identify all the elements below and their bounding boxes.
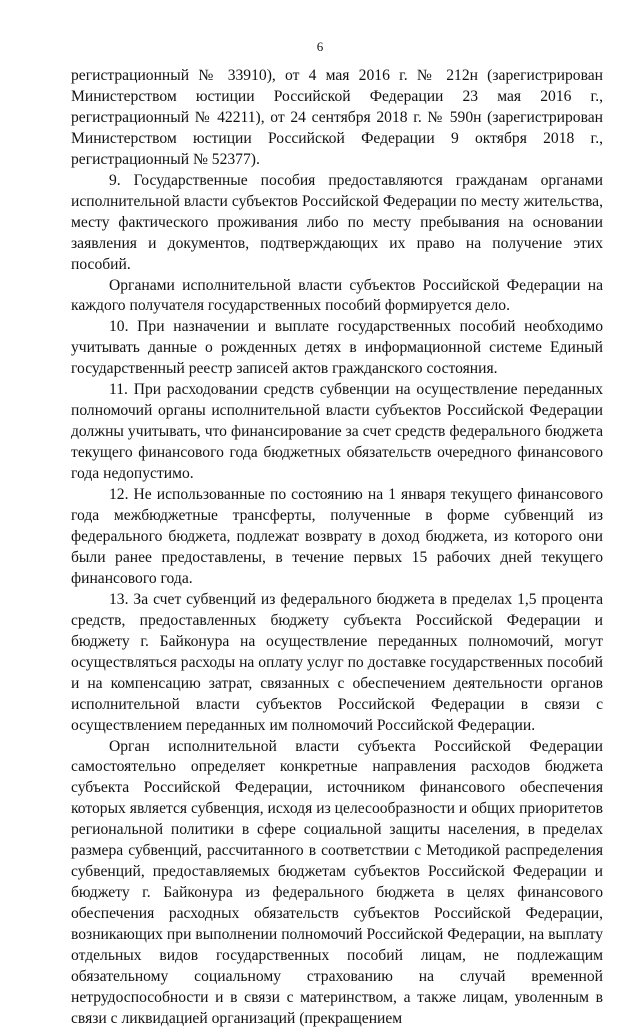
paragraph-clause-13: 13. За счет субвенций из федерального бюджета в пределах 1,5 процента средств, предоставленных бюджету субъекта Российской Федерации и бюджету г. Байконура на осуществление переданных полномочий, могут осуществляться расходы на оплату услуг по доставке государственных пособий и на компенсацию затрат, связанных с обеспечением деятельности органов исполнительной власти субъектов Российской Федерации в связи с осуществлением переданных им полномочий Российской Федерации. (71, 590, 603, 734)
document-body (71, 66, 603, 1030)
paragraph-continuation: регистрационный № 33910), от 4 мая 2016 г. № 212н (зарегистрирован Министерством юстиции Российской Федерации 23 мая 2016 г., регистрационный № 42211), от 24 сентября 2018 г. № 590н (зарегистрирован Министерством юстиции Российской Федерации 9 октября 2018 г., регистрационный № 52377). (71, 67, 603, 168)
paragraph-clause-11: 11. При расходовании средств субвенции на осуществление переданных полномочий органы исполнительной власти субъектов Российской Федерации должны учитывать, что финансирование за счет средств федерального бюджета текущего финансового года бюджетных обязательств очередного финансового года недопустимо. (71, 381, 603, 483)
page-number: 6 (316, 39, 324, 54)
paragraph-clause-12: 12. Не использованные по состоянию на 1 января текущего финансового года межбюджетные трансферты, полученные в форме субвенций из федерального бюджета, подлежат возврату в доход бюджета, из которого они были ранее предоставлены, в течение первых 15 рабочих дней текущего финансового года. (71, 486, 603, 587)
paragraph-expense-directions: Орган исполнительной власти субъекта Российской Федерации самостоятельно определяет конкретные направления расходов бюджета субъекта Российской Федерации, источником финансового обеспечения которых является субвенция, исходя из целесообразности и общих приоритетов региональной политики в сфере социальной защиты населения, в пределах размера субвенций, рассчитанного в соответствии с Методикой распределения субвенций, предоставляемых бюджетам субъектов Российской Федерации и бюджету г. Байконура из федерального бюджета в целях финансового обеспечения расходных обязательств субъектов Российской Федерации, возникающих при выполнении полномочий Российской Федерации, на выплату отдельных видов государственных пособий лицам, не подлежащим обязательному социальному страхованию на случай временной нетрудоспособности и в связи с материнством, а также лицам, уволенным в связи с ликвидацией организаций (прекращением (71, 737, 603, 1027)
paragraph-clause-9: 9. Государственные пособия предоставляются гражданам органами исполнительной власти субъектов Российской Федерации по месту жительства, месту фактического проживания либо по месту пребывания на основании заявления и документов, подтверждающих их право на получение этих пособий. (71, 171, 603, 273)
paragraph-clause-10: 10. При назначении и выплате государственных пособий необходимо учитывать данные о рожденных детях в информационной системе Единый государственный реестр записей актов гражданского состояния. (71, 318, 603, 378)
paragraph-case-file: Органами исполнительной власти субъектов Российской Федерации на каждого получателя государственных пособий формируется дело. (71, 276, 603, 315)
